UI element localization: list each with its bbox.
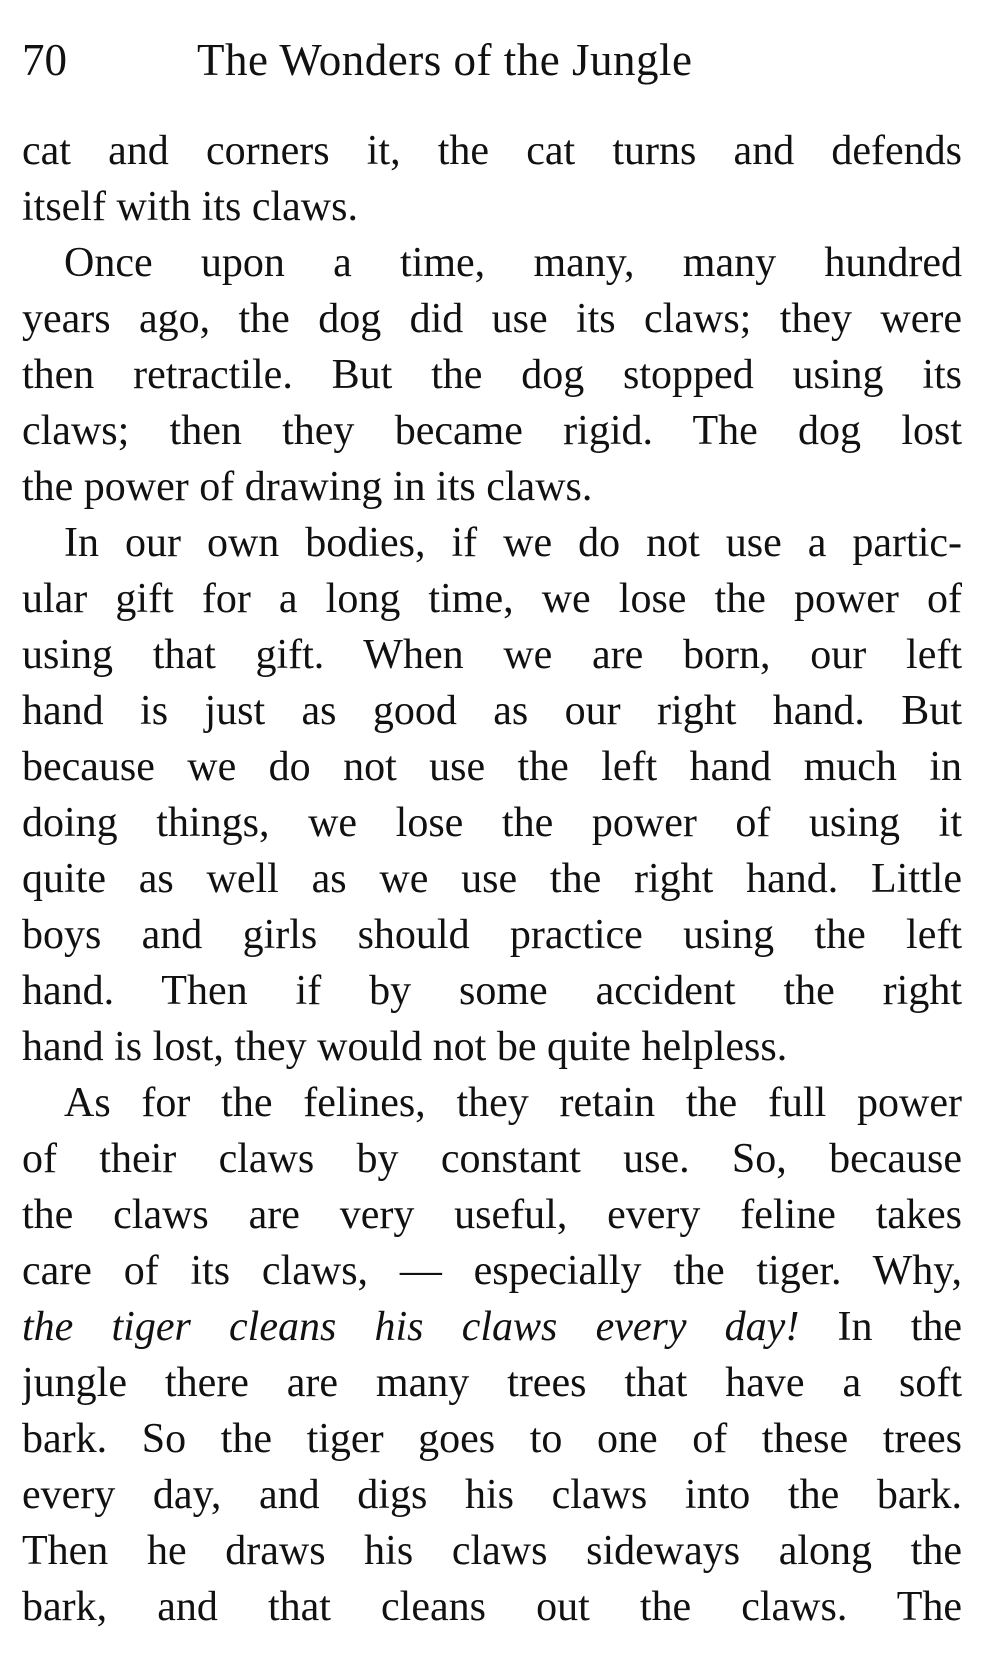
page-number: 70	[22, 35, 67, 85]
text-line: of their claws by constant use. So, because	[22, 1136, 962, 1182]
text-line: hand is lost, they would not be quite helpless.	[22, 1024, 788, 1070]
text-fragment: In the	[799, 1304, 962, 1350]
italic-emphasis: the tiger cleans his claws every day!	[22, 1304, 800, 1350]
paragraph-first-line: In our own bodies, if we do not use a partic-	[64, 520, 962, 566]
paragraph-first-line: Once upon a time, many, many hundred	[64, 240, 962, 286]
text-line: every day, and digs his claws into the bark.	[22, 1472, 962, 1518]
book-title: The Wonders of the Jungle	[197, 35, 693, 85]
text-line: hand is just as good as our right hand. But	[22, 688, 962, 734]
text-line: bark, and that cleans out the claws. The	[22, 1584, 962, 1630]
text-line: years ago, the dog did use its claws; they were	[22, 296, 962, 342]
text-line: cat and corners it, the cat turns and defends	[22, 128, 962, 174]
text-line: the power of drawing in its claws.	[22, 464, 593, 510]
paragraph-first-line: As for the felines, they retain the full power	[64, 1080, 962, 1126]
text-line: using that gift. When we are born, our left	[22, 632, 962, 678]
text-line: jungle there are many trees that have a soft	[22, 1360, 962, 1406]
text-line: care of its claws, — especially the tiger. Why,	[22, 1248, 962, 1294]
text-line: claws; then they became rigid. The dog lost	[22, 408, 962, 454]
body-text	[22, 123, 962, 1635]
text-line: itself with its claws.	[22, 184, 358, 230]
text-line: doing things, we lose the power of using it	[22, 800, 962, 846]
text-line: Then he draws his claws sideways along the	[22, 1528, 962, 1574]
text-line: the claws are very useful, every feline takes	[22, 1192, 962, 1238]
text-line: ular gift for a long time, we lose the power of	[22, 576, 962, 622]
text-line: bark. So the tiger goes to one of these trees	[22, 1416, 962, 1462]
text-line: hand. Then if by some accident the right	[22, 968, 962, 1014]
text-line: then retractile. But the dog stopped using its	[22, 352, 962, 398]
text-line-emphasis	[22, 1299, 962, 1355]
text-line: because we do not use the left hand much in	[22, 744, 962, 790]
running-head	[22, 30, 962, 90]
text-line: boys and girls should practice using the left	[22, 912, 962, 958]
text-line: quite as well as we use the right hand. Little	[22, 856, 962, 902]
